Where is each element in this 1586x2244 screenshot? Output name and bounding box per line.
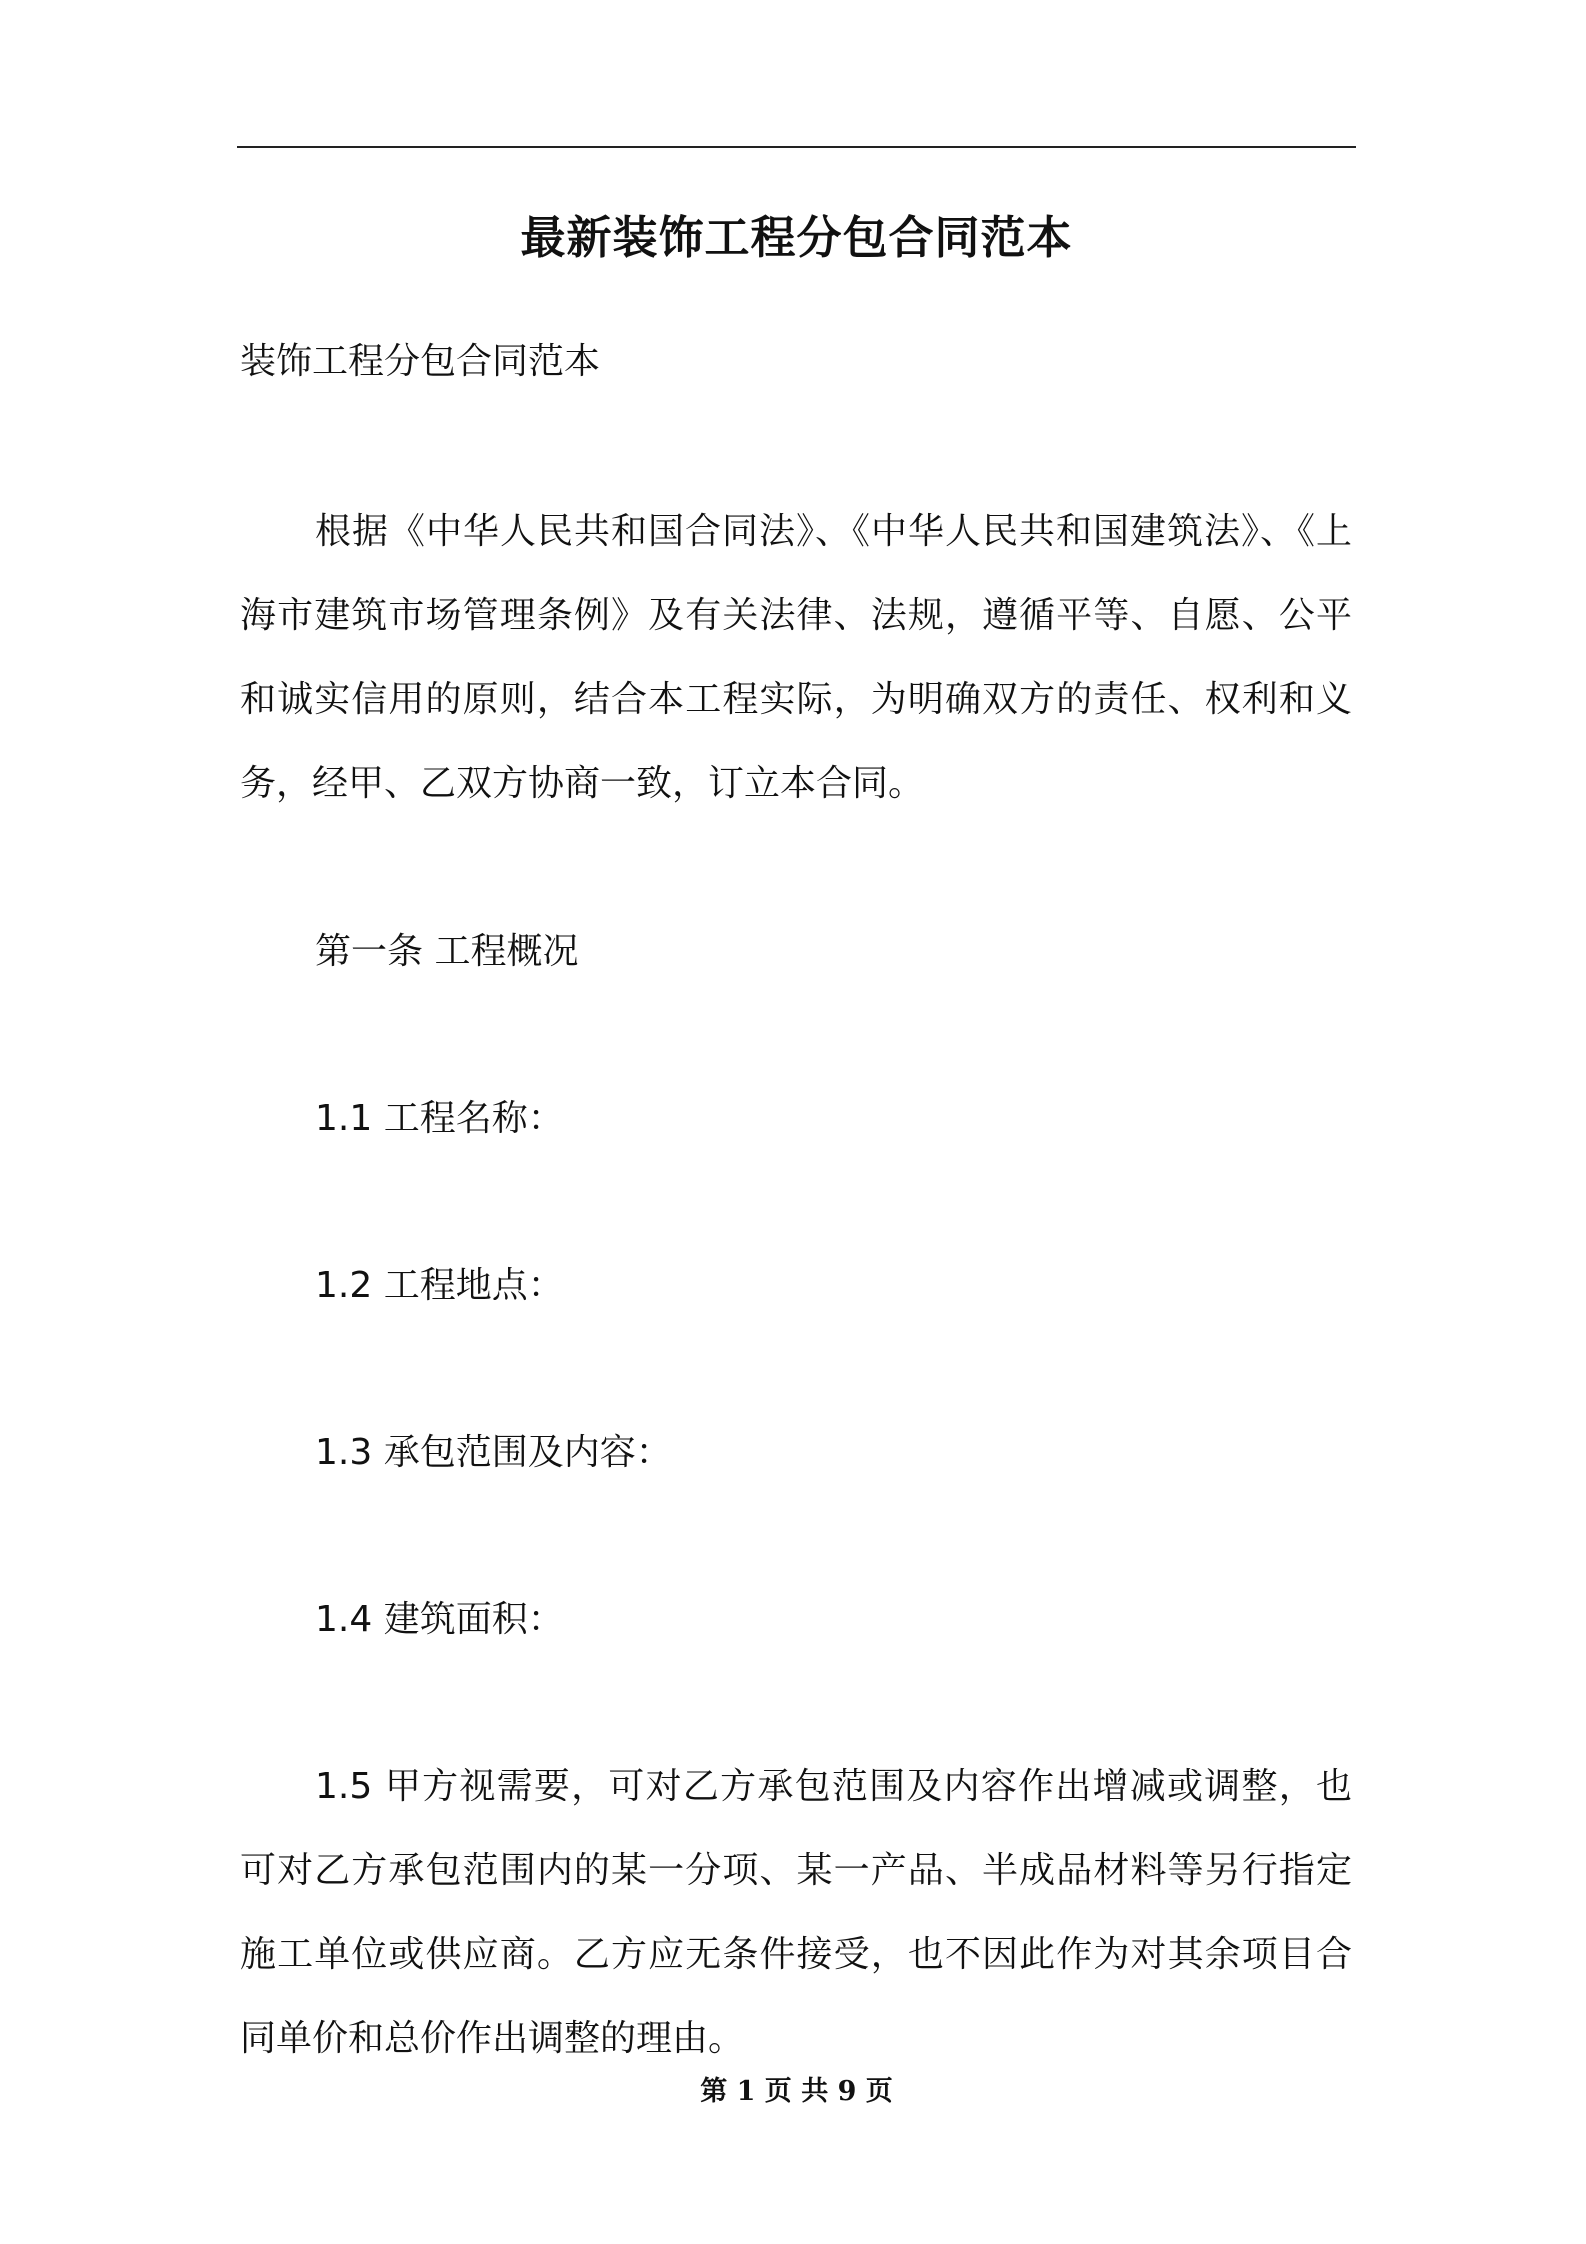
item-1-3: 1.3 承包范围及内容： [315,1432,672,1473]
page-number-footer: 第 1 页 共 9 页 [700,2076,893,2107]
article-1-heading: 第一条 工程概况 [315,931,579,972]
document-subtitle: 装饰工程分包合同范本 [240,341,601,382]
item-1-5-paragraph: 1.5 甲方视需要，可对乙方承包范围及内容作出增减或调整，也可对乙方承包范围内的某一分项、某一产品、半成品材料等另行指定施工单位或供应商。乙方应无条件接受，也不因此作为对其余项目合同单价和总价作出调整的理由。 [240,1766,1352,2059]
item-1-1: 1.1 工程名称： [315,1098,564,1139]
item-1-2: 1.2 工程地点： [315,1265,564,1306]
preamble-paragraph: 根据《中华人民共和国合同法》、《中华人民共和国建筑法》、《上海市建筑市场管理条例》及有关法律、法规，遵循平等、自愿、公平和诚实信用的原则，结合本工程实际，为明确双方的责任、权利和义务，经甲、乙双方协商一致，订立本合同。 [240,511,1352,804]
document-title: 最新装饰工程分包合同范本 [520,211,1073,264]
item-1-4: 1.4 建筑面积： [315,1599,564,1640]
header-rule [237,146,1356,148]
